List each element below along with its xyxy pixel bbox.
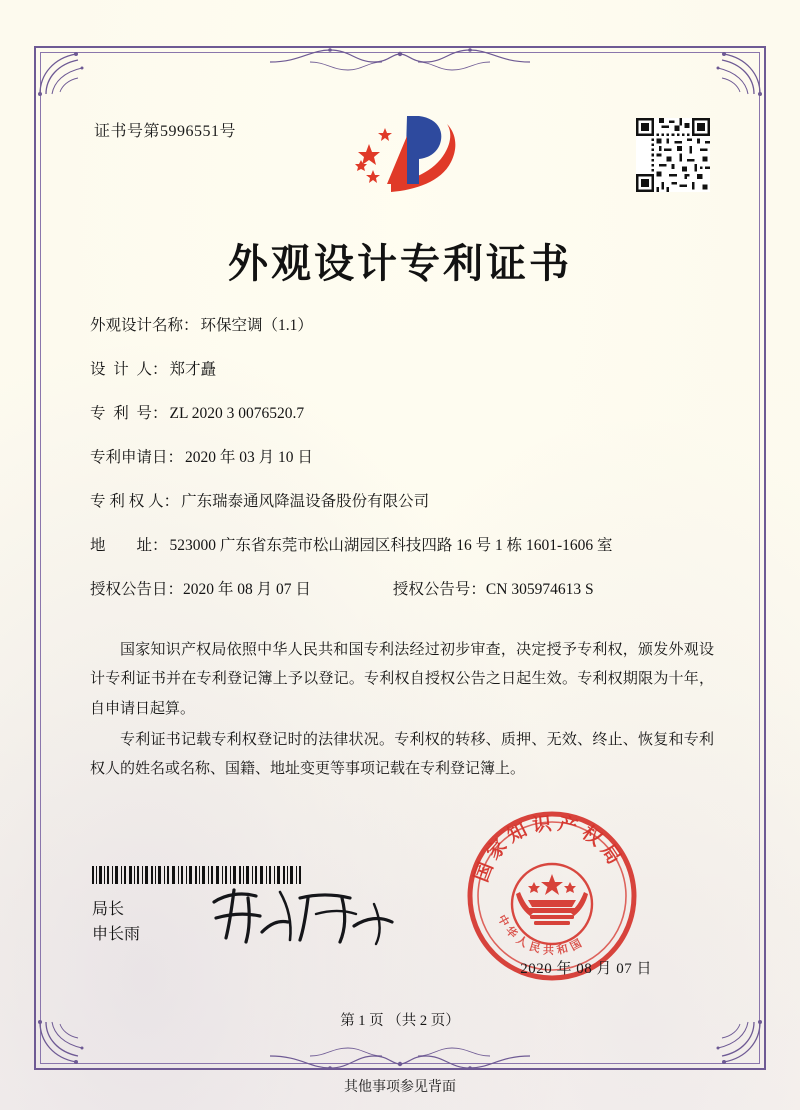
handwritten-signature [204,880,404,954]
field-value: 2020 年 03 月 10 日 [185,449,313,467]
field-label-grant-no: 授权公告号： [392,581,486,599]
legal-text [90,636,714,786]
field-value-grant-date: 2020 年 08 月 07 日 [183,581,311,599]
field-label-grant-date: 授权公告日： [90,581,184,599]
legal-paragraph-1: 国家知识产权局依照中华人民共和国专利法经过初步审查，决定授予专利权，颁发外观设计专利证书并在专利登记簿上予以登记。专利权自授权公告之日起生效。专利权期限为十年，自申请日起算。 [90,642,714,717]
field-label: 地 址： [90,537,168,555]
signer-name: 申长雨 [92,926,141,944]
cnipa-logo-icon [335,104,465,204]
svg-text:国家知识产权局 [470,811,628,885]
field-value: 环保空调（1.1） [200,317,313,334]
certificate-content [74,96,726,1040]
signature-block [92,898,140,948]
field-label: 外观设计名称： [90,317,199,334]
field-patent-number [90,402,716,426]
legal-paragraph-2: 专利证书记载专利权登记时的法律状况。专利权的转移、质押、无效、终止、恢复和专利权人的姓名或名称、国籍、地址变更等事项记载在专利登记簿上。 [90,731,714,777]
seal-top-text: 国家知识产权局 [470,812,628,886]
signer-role: 局长 [92,901,125,919]
seal-date: 2020 年 08 月 07 日 [520,961,652,977]
field-address [90,534,716,558]
seal-bottom-text: 中华人民共和国 [495,912,588,958]
field-label: 设 计 人： [90,361,168,379]
certificate-number: 证书号第5996551号 [94,123,237,140]
field-designer [90,358,716,382]
page-indicator: 第 1 页 （共 2 页） [340,1013,460,1029]
field-value-grant-no: CN 305974613 S [485,581,594,599]
field-value: 523000 广东省东莞市松山湖园区科技四路 16 号 1 栋 1601-1606 室 [169,537,613,555]
field-value: 郑才矗 [169,361,217,379]
field-value: 广东瑞泰通风降温设备股份有限公司 [181,493,430,511]
bottom-flourish-icon [270,1038,530,1072]
field-patentee [90,490,716,514]
field-label: 专 利 权 人： [90,493,180,511]
field-value: ZL 2020 3 0076520.7 [169,405,305,423]
top-flourish-icon [270,46,530,80]
field-design-name [90,314,716,338]
field-grant-row [90,578,716,602]
page-title: 外观设计专利证书 [228,240,572,287]
fields-list [90,314,716,622]
field-label: 专利申请日： [90,449,184,467]
field-label: 专 利 号： [90,405,168,423]
field-application-date [90,446,716,470]
qr-code [636,118,710,192]
footer-note: 其他事项参见背面 [344,1080,456,1095]
